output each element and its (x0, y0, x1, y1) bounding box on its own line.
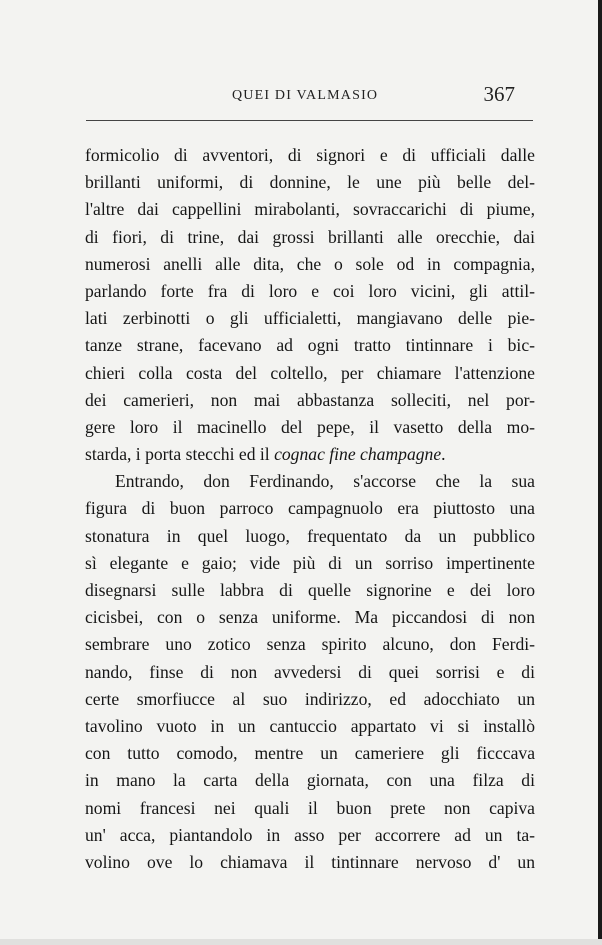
text-line: nando, finse di non avvedersi di quei sorrisi e di (85, 661, 535, 682)
text-line: dei camerieri, non mai abbastanza solleciti, nel por- (85, 389, 535, 410)
text-line: disegnarsi sulle labbra di quelle signorine e dei loro (85, 580, 535, 600)
running-title: QUEI DI VALMASIO (232, 88, 379, 103)
page-edge (598, 0, 602, 945)
text-line: volino ove lo chiamava il tintinnare nervoso d' un (85, 851, 535, 872)
text-line: tanze strane, facevano ad ogni tratto tintinnare i bic- (85, 335, 535, 356)
text-line: formicolio di avventori, di signori e di ufficiali dalle (85, 145, 535, 165)
header-rule (86, 120, 533, 121)
text-line: chieri colla costa del coltello, per chiamare l'attenzione (85, 362, 535, 383)
text-line: gere loro il macinello del pepe, il vasetto della mo- (85, 416, 535, 437)
text-line-indented: Entrando, don Ferdinando, s'accorse che la sua (115, 471, 535, 492)
text-line: un' acca, piantandolo in asso per accorrere ad un ta- (85, 824, 535, 845)
text-line: con tutto comodo, mentre un cameriere gli ficccava (85, 743, 535, 764)
text-line: di fiori, di trine, dai grossi brillanti alle orecchie, dai (85, 226, 535, 247)
text-line: cicisbei, con o senza uniforme. Ma piccandosi di non (85, 607, 535, 628)
text-run: starda, i porta stecchi ed il (85, 444, 275, 465)
text-line: parlando forte fra di loro e coi loro vicini, gli attil- (85, 280, 535, 301)
text-line: lati zerbinotti o gli ufficialetti, mangiavano delle pie- (85, 308, 535, 329)
text-line: sì elegante e gaio; vide più di un sorriso impertinente (85, 552, 535, 573)
text-line: l'altre dai cappellini mirabolanti, sovraccarichi di piume, (85, 199, 535, 220)
text-line: numerosi anelli alle dita, che o sole od in compagnia, (85, 253, 535, 274)
text-line: stonatura in quel luogo, frequentato da un pubblico (85, 525, 535, 546)
italic-phrase: cognac fine champagne (274, 444, 442, 465)
text-run: . (441, 444, 446, 465)
text-line: in mano la carta della giornata, con una filza di (85, 770, 535, 791)
page-number: 367 (483, 82, 515, 106)
text-line: nomi francesi nei quali il buon prete non capiva (85, 797, 535, 818)
text-line: brillanti uniformi, di donnine, le une più belle del- (85, 172, 535, 193)
text-line: figura di buon parroco campagnuolo era piuttosto una (85, 498, 535, 519)
text-line: tavolino vuoto in un cantuccio appartato vi si installò (85, 715, 535, 736)
page-edge (0, 939, 602, 945)
page-header (86, 82, 533, 112)
body-text (85, 142, 535, 876)
text-line: sembrare uno zotico senza spirito alcuno, don Ferdi- (85, 634, 535, 655)
paragraph-last-line (85, 441, 535, 468)
text-line: certe smorfiucce al suo indirizzo, ed adocchiato un (85, 688, 535, 709)
